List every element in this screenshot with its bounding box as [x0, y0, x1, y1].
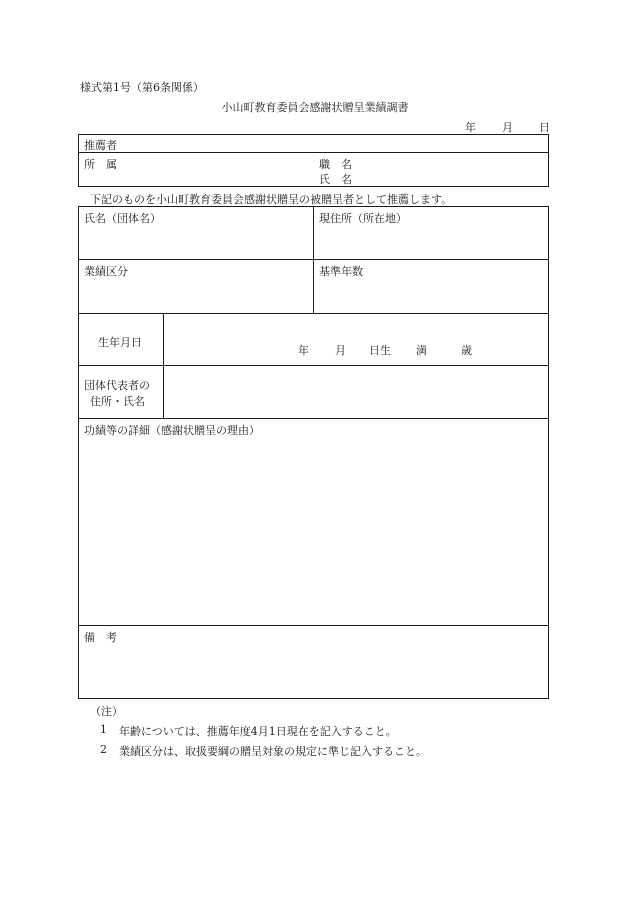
- recommender-divider: [78, 152, 549, 153]
- note-1-text: 年齢については、推薦年度4月1日現在を記入すること。: [119, 725, 397, 738]
- birth-field-label: 生年月日: [98, 336, 142, 349]
- rep-label-line-1: 団体代表者の: [84, 379, 150, 392]
- birth-month-label: 月: [335, 344, 346, 357]
- row-divider-4: [78, 418, 549, 419]
- notes-heading: （注）: [90, 705, 123, 718]
- date-month-label: 月: [502, 121, 513, 134]
- address-field-label: 現住所（所在地）: [319, 212, 407, 225]
- document-title: 小山町教育委員会感謝状贈呈業績調書: [221, 101, 409, 114]
- row-divider-3: [78, 365, 549, 366]
- row-divider-2: [78, 313, 549, 314]
- years-field-label: 基準年数: [319, 265, 363, 278]
- recommender-heading: 推薦者: [84, 139, 117, 152]
- rep-label-line-2: 住所・氏名: [90, 395, 145, 408]
- date-day-label: 日: [539, 121, 550, 134]
- intro-text: 下記のものを小山町教育委員会感謝状贈呈の被贈呈者として推薦します。: [90, 193, 453, 206]
- column-divider-label: [163, 313, 164, 418]
- row-divider-5: [78, 625, 549, 626]
- note-2-number: 2: [100, 743, 107, 756]
- birth-year-label: 年: [298, 344, 309, 357]
- age-full-label: 満: [416, 344, 427, 357]
- remarks-field-label: 備 考: [84, 631, 117, 644]
- details-field-label: 功績等の詳細（感謝状贈呈の理由）: [84, 424, 260, 437]
- birth-day-label: 日生: [369, 344, 391, 357]
- form-number: 様式第1号（第6条関係）: [80, 81, 204, 94]
- category-field-label: 業績区分: [84, 265, 128, 278]
- recommender-box: [78, 134, 549, 187]
- recommender-name-label: 氏 名: [319, 173, 352, 186]
- note-1-number: 1: [100, 723, 107, 736]
- affiliation-label: 所 属: [84, 158, 117, 171]
- note-2-text: 業績区分は、取扱要綱の贈呈対象の規定に準じ記入すること。: [119, 745, 427, 758]
- column-divider-top: [313, 206, 314, 313]
- name-field-label: 氏名（団体名）: [84, 212, 161, 225]
- position-label: 職 名: [319, 158, 352, 171]
- date-year-label: 年: [465, 121, 476, 134]
- age-unit-label: 歳: [461, 344, 472, 357]
